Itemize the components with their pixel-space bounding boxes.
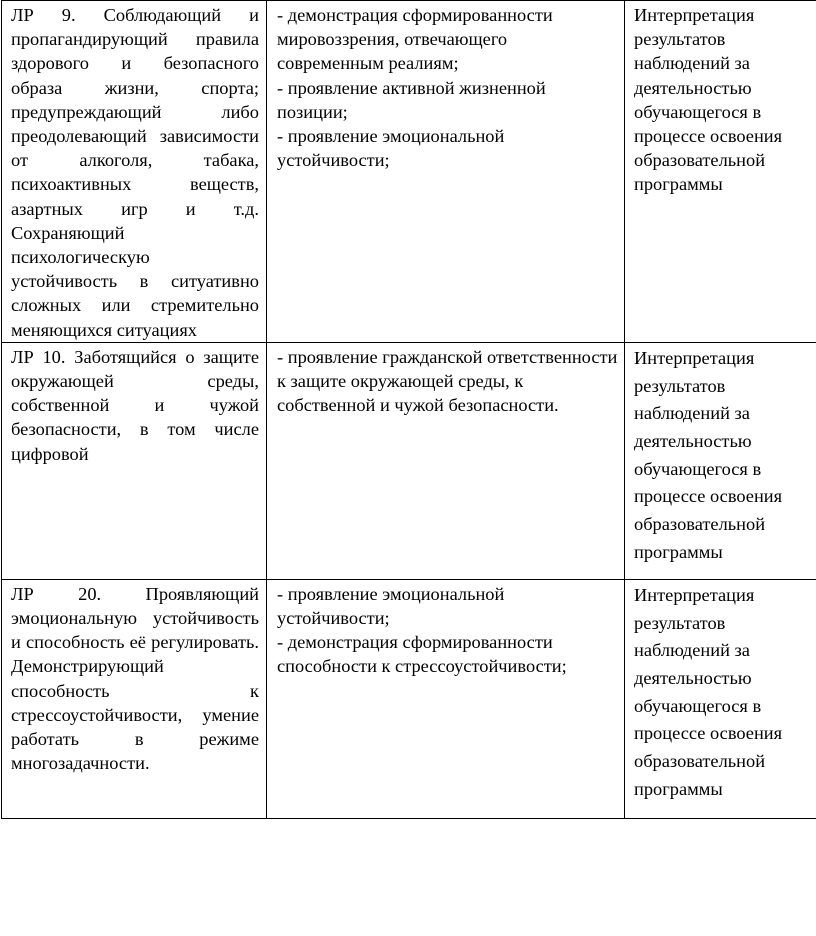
personal-result-cell (2, 1, 267, 343)
assessment-method-cell (625, 1, 816, 343)
results-table (1, 0, 816, 819)
personal-result-cell (2, 342, 267, 579)
personal-result-text: ЛР 10. Заботящийся о защите окружающей среды, собственной и чужой безопасности, в том числе цифровой (11, 346, 259, 464)
assessment-method-text: Интерпретация результатов наблюдений за деятельностью обучающегося в процессе освоения образовательной программы (634, 584, 783, 799)
personal-result-cell (2, 579, 267, 818)
table-row (2, 342, 816, 579)
personal-result-text: ЛР 9. Соблюдающий и пропагандирующий правила здорового и безопасного образа жизни, спорта; предупреждающий либо преодолевающий зависимости от алкоголя, табака, психоактивных веществ, азартных игр и т.д. Сохраняющий психологическую устойчивость в ситуативно сложных или стремительно меняющихся ситуациях (11, 5, 259, 340)
criteria-item: - демонстрация сформированности мировоззрения, отвечающего современным реалиям; (277, 5, 553, 74)
criteria-item: - проявление эмоциональной устойчивости; (277, 583, 505, 629)
assessment-method-cell (625, 579, 816, 818)
criteria-item: - проявление гражданской ответственности к защите окружающей среды, к собственной и чужой безопасности. (277, 346, 618, 416)
table-row (2, 579, 816, 818)
table-row (2, 1, 816, 343)
assessment-method-text: Интерпретация результатов наблюдений за деятельностью обучающегося в процессе освоения образовательной программы (634, 347, 783, 562)
criteria-item: - проявление эмоциональной устойчивости; (277, 126, 505, 171)
criteria-item: - проявление активной жизненной позиции; (277, 77, 546, 122)
criteria-cell (267, 342, 625, 579)
personal-result-text: ЛР 20. Проявляющий эмоциональную устойчивость и способность её регулировать. Демонстрирующий способность к стрессоустойчивости, умение работать в режиме многозадачности. (11, 583, 259, 774)
criteria-item: - демонстрация сформированности способности к стрессоустойчивости; (277, 632, 567, 677)
assessment-method-cell (625, 342, 816, 579)
criteria-cell (267, 579, 625, 818)
assessment-method-text: Интерпретация результатов наблюдений за деятельностью обучающегося в процессе освоения образовательной программы (634, 5, 783, 195)
criteria-cell (267, 1, 625, 343)
